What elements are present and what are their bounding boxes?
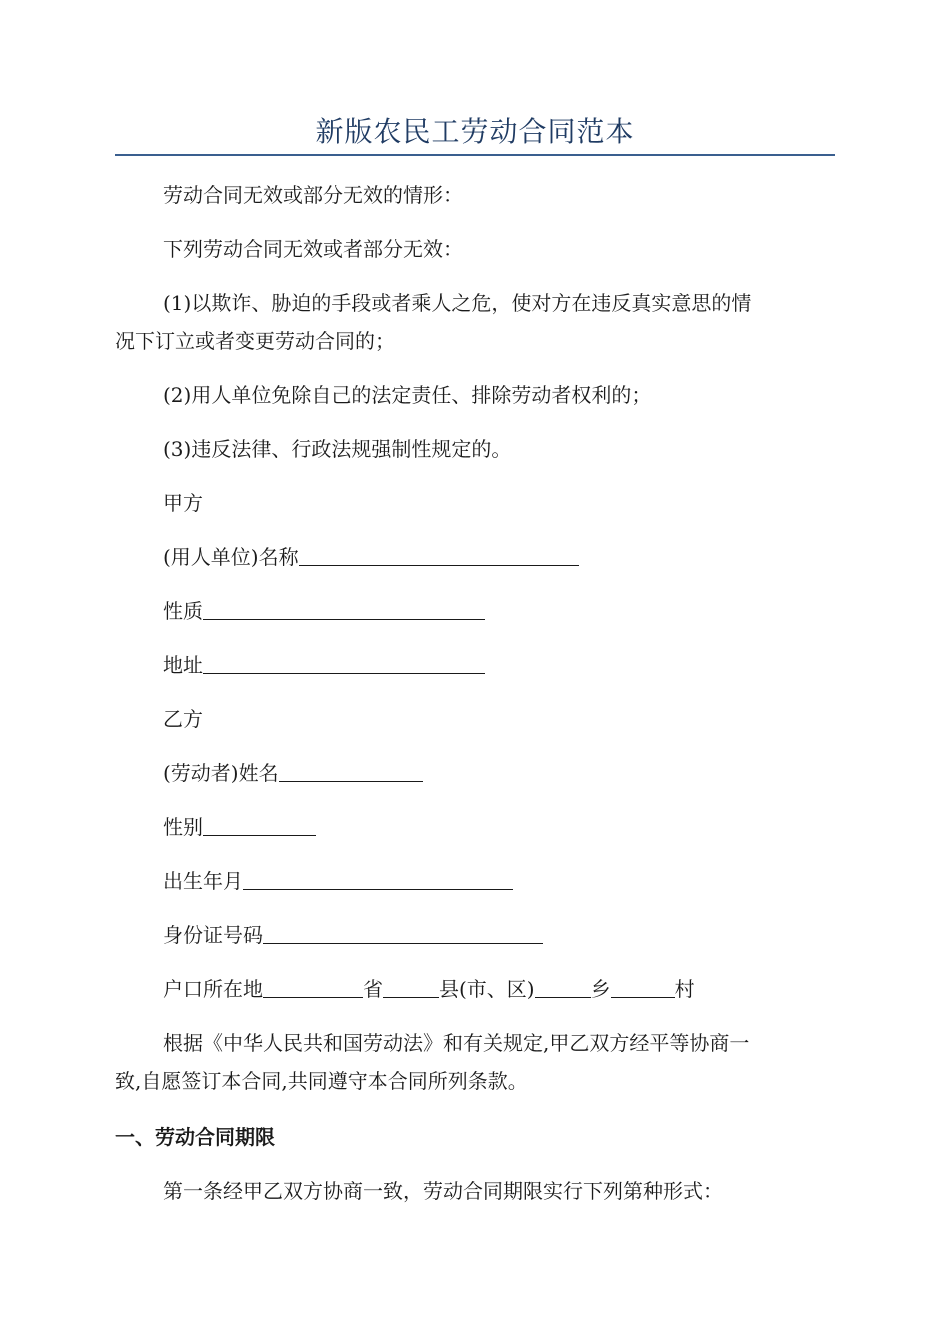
paragraph-item-3: (3)违反法律、行政法规强制性规定的。 — [163, 437, 512, 461]
township-blank — [535, 977, 591, 998]
section-heading-contract-term: 一、劳动合同期限 — [115, 1125, 275, 1149]
household-label: 户口所在地 — [163, 977, 263, 1001]
worker-id-label: 身份证号码 — [163, 923, 263, 947]
title-underline — [115, 154, 835, 156]
worker-birth-row — [115, 868, 835, 894]
paragraph-invalid-intro: 劳动合同无效或部分无效的情形： — [163, 183, 463, 207]
worker-name-label: (劳动者)姓名 — [163, 761, 279, 785]
worker-birth-label: 出生年月 — [163, 869, 243, 893]
employer-name-blank — [299, 545, 579, 566]
county-label: 县(市、区) — [439, 977, 535, 1001]
worker-id-blank — [263, 923, 543, 944]
worker-name-row — [115, 760, 835, 786]
province-label: 省 — [363, 977, 383, 1001]
paragraph-item-1-line-1: (1)以欺诈、胁迫的手段或者乘人之危，使对方在违反真实意思的情 — [163, 291, 752, 315]
household-registration-row — [115, 976, 835, 1002]
paragraph-item-1-line-2: 况下订立或者变更劳动合同的； — [115, 329, 395, 353]
employer-nature-blank — [203, 599, 485, 620]
village-blank — [611, 977, 675, 998]
employer-name-row — [115, 544, 835, 570]
paragraph-item-2: (2)用人单位免除自己的法定责任、排除劳动者权利的； — [163, 383, 652, 407]
employer-nature-row — [115, 598, 835, 624]
worker-gender-row — [115, 814, 835, 840]
township-label: 乡 — [590, 977, 611, 1001]
document-title: 新版农民工劳动合同范本 — [315, 115, 635, 148]
worker-gender-blank — [203, 815, 316, 836]
employer-address-label: 地址 — [163, 653, 203, 677]
party-b-label: 乙方 — [163, 707, 203, 731]
employer-nature-label: 性质 — [163, 599, 203, 623]
paragraph-invalid-list-intro: 下列劳动合同无效或者部分无效： — [163, 237, 463, 261]
paragraph-basis-line-1: 根据《中华人民共和国劳动法》和有关规定,甲乙双方经平等协商一 — [163, 1031, 750, 1055]
county-blank — [383, 977, 439, 998]
village-label: 村 — [674, 977, 695, 1001]
worker-birth-blank — [243, 869, 513, 890]
worker-id-row — [115, 922, 835, 948]
employer-address-row — [115, 652, 835, 678]
party-a-label: 甲方 — [163, 491, 203, 515]
province-blank — [263, 977, 363, 998]
employer-name-label: (用人单位)名称 — [163, 545, 299, 569]
worker-gender-label: 性别 — [163, 815, 203, 839]
paragraph-article-1: 第一条经甲乙双方协商一致，劳动合同期限实行下列第种形式： — [163, 1179, 723, 1203]
worker-name-blank — [279, 761, 423, 782]
paragraph-basis-line-2: 致,自愿签订本合同,共同遵守本合同所列条款。 — [115, 1069, 528, 1093]
employer-address-blank — [203, 653, 485, 674]
